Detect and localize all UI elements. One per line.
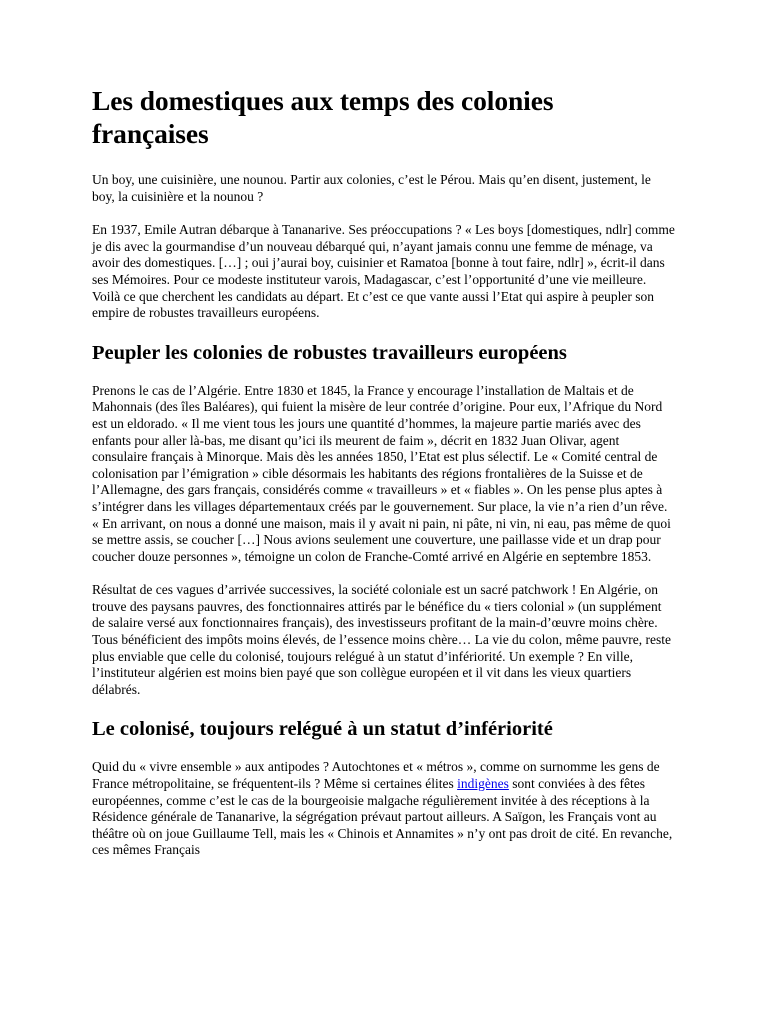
article-title: Les domestiques aux temps des colonies françaises [92,85,554,149]
document-page [92,84,676,876]
paragraph-vivre-ensemble [92,759,676,859]
paragraph-text-start: Quid du « vivre ensemble » aux antipodes ? Autochtones et « métros », comme on surnomme les gens de France métropolitaine, se fréquentent-ils ? Même si certaines élites [92,759,660,792]
paragraph-emile-autran: En 1937, Emile Autran débarque à Tananarive. Ses préoccupations ? « Les boys [domestiques, ndlr] comme je dis avec la gourmandise d’un nouveau débarqué qui, n’ayant jamais connu une femme de ménage, va avoir des domestiques. […] ; oui j’aurai boy, cuisinier et Ramatoa [bonne à tout faire, ndlr] », écrit-il dans ses Mémoires. Pour ce modeste instituteur varois, Madagascar, c’est l’opportunité d’une vie meilleure. Voilà ce que cherchent les candidats au départ. Et c’est ce que vante aussi l’Etat qui aspire à peupler son empire de robustes travailleurs européens. [92,222,675,321]
indigenes-link[interactable]: indigènes [457,776,509,792]
section-heading-colonise: Le colonisé, toujours relégué à un statut d’infériorité [92,718,553,741]
intro-paragraph: Un boy, une cuisinière, une nounou. Partir aux colonies, c’est le Pérou. Mais qu’en disent, justement, le boy, la cuisinière et la nounou ? [92,172,651,204]
paragraph-text-end: sont conviées à des fêtes européennes, comme c’est le cas de la bourgeoisie malgache régulièrement invitée à des réceptions à la Résidence générale de Tananarive, la ségrégation prévaut partout ailleurs. A Saïgon, les Français vont au théâtre où on joue Guillaume Tell, mais les « Chinois et Annamites » n’y ont pas droit de cité. En revanche, ces mêmes Français [92,776,673,858]
paragraph-patchwork: Résultat de ces vagues d’arrivée successives, la société coloniale est un sacré patchwork ! En Algérie, on trouve des paysans pauvres, des fonctionnaires attirés par le bénéfice du « tiers colonial » (un supplément de salaire versé aux fonctionnaires français), des investisseurs profitant de la main-d’œuvre moins chère. Tous bénéficient des impôts moins élevés, de l’essence moins chère… La vie du colon, même pauvre, reste plus enviable que celle du colonisé, toujours relégué à un statut d’infériorité. Un exemple ? En ville, l’instituteur algérien est moins bien payé que son collègue européen et il vit dans les vieux quartiers délabrés. [92,582,671,697]
section-heading-peupler: Peupler les colonies de robustes travailleurs européens [92,341,567,364]
paragraph-algerie: Prenons le cas de l’Algérie. Entre 1830 et 1845, la France y encourage l’installation de Maltais et de Mahonnais (des îles Baléares), qui fuient la misère de leur contrée d’origine. Pour eux, l’Afrique du Nord est un eldorado. « Il me vient tous les jours une quantité d’hommes, la majeure partie mariés avec des enfants pour aller là-bas, me disant qu’ici ils meurent de faim », décrit en 1832 Juan Olivar, agent consulaire français à Minorque. Mais dès les années 1850, l’Etat est plus sélectif. Le « Comité central de colonisation par l’émigration » cible désormais les habitants des régions frontalières de la Suisse et de l’Allemagne, des gars français, considérés comme « travailleurs » et « fiables ». On les pense plus aptes à s’intégrer dans les villages départementaux créés par le gouvernement. Sur place, la vie n’a rien d’un rêve. « En arrivant, on nous a donné une maison, mais il y avait ni pain, ni pâte, ni vin, ni eau, pas même de quoi se mettre assis, se coucher […] Nous avions seulement une couverture, une paillasse vide et un drap pour coucher douze personnes », témoigne un colon de Franche-Comté arrivé en Algérie en septembre 1853. [92,382,671,564]
